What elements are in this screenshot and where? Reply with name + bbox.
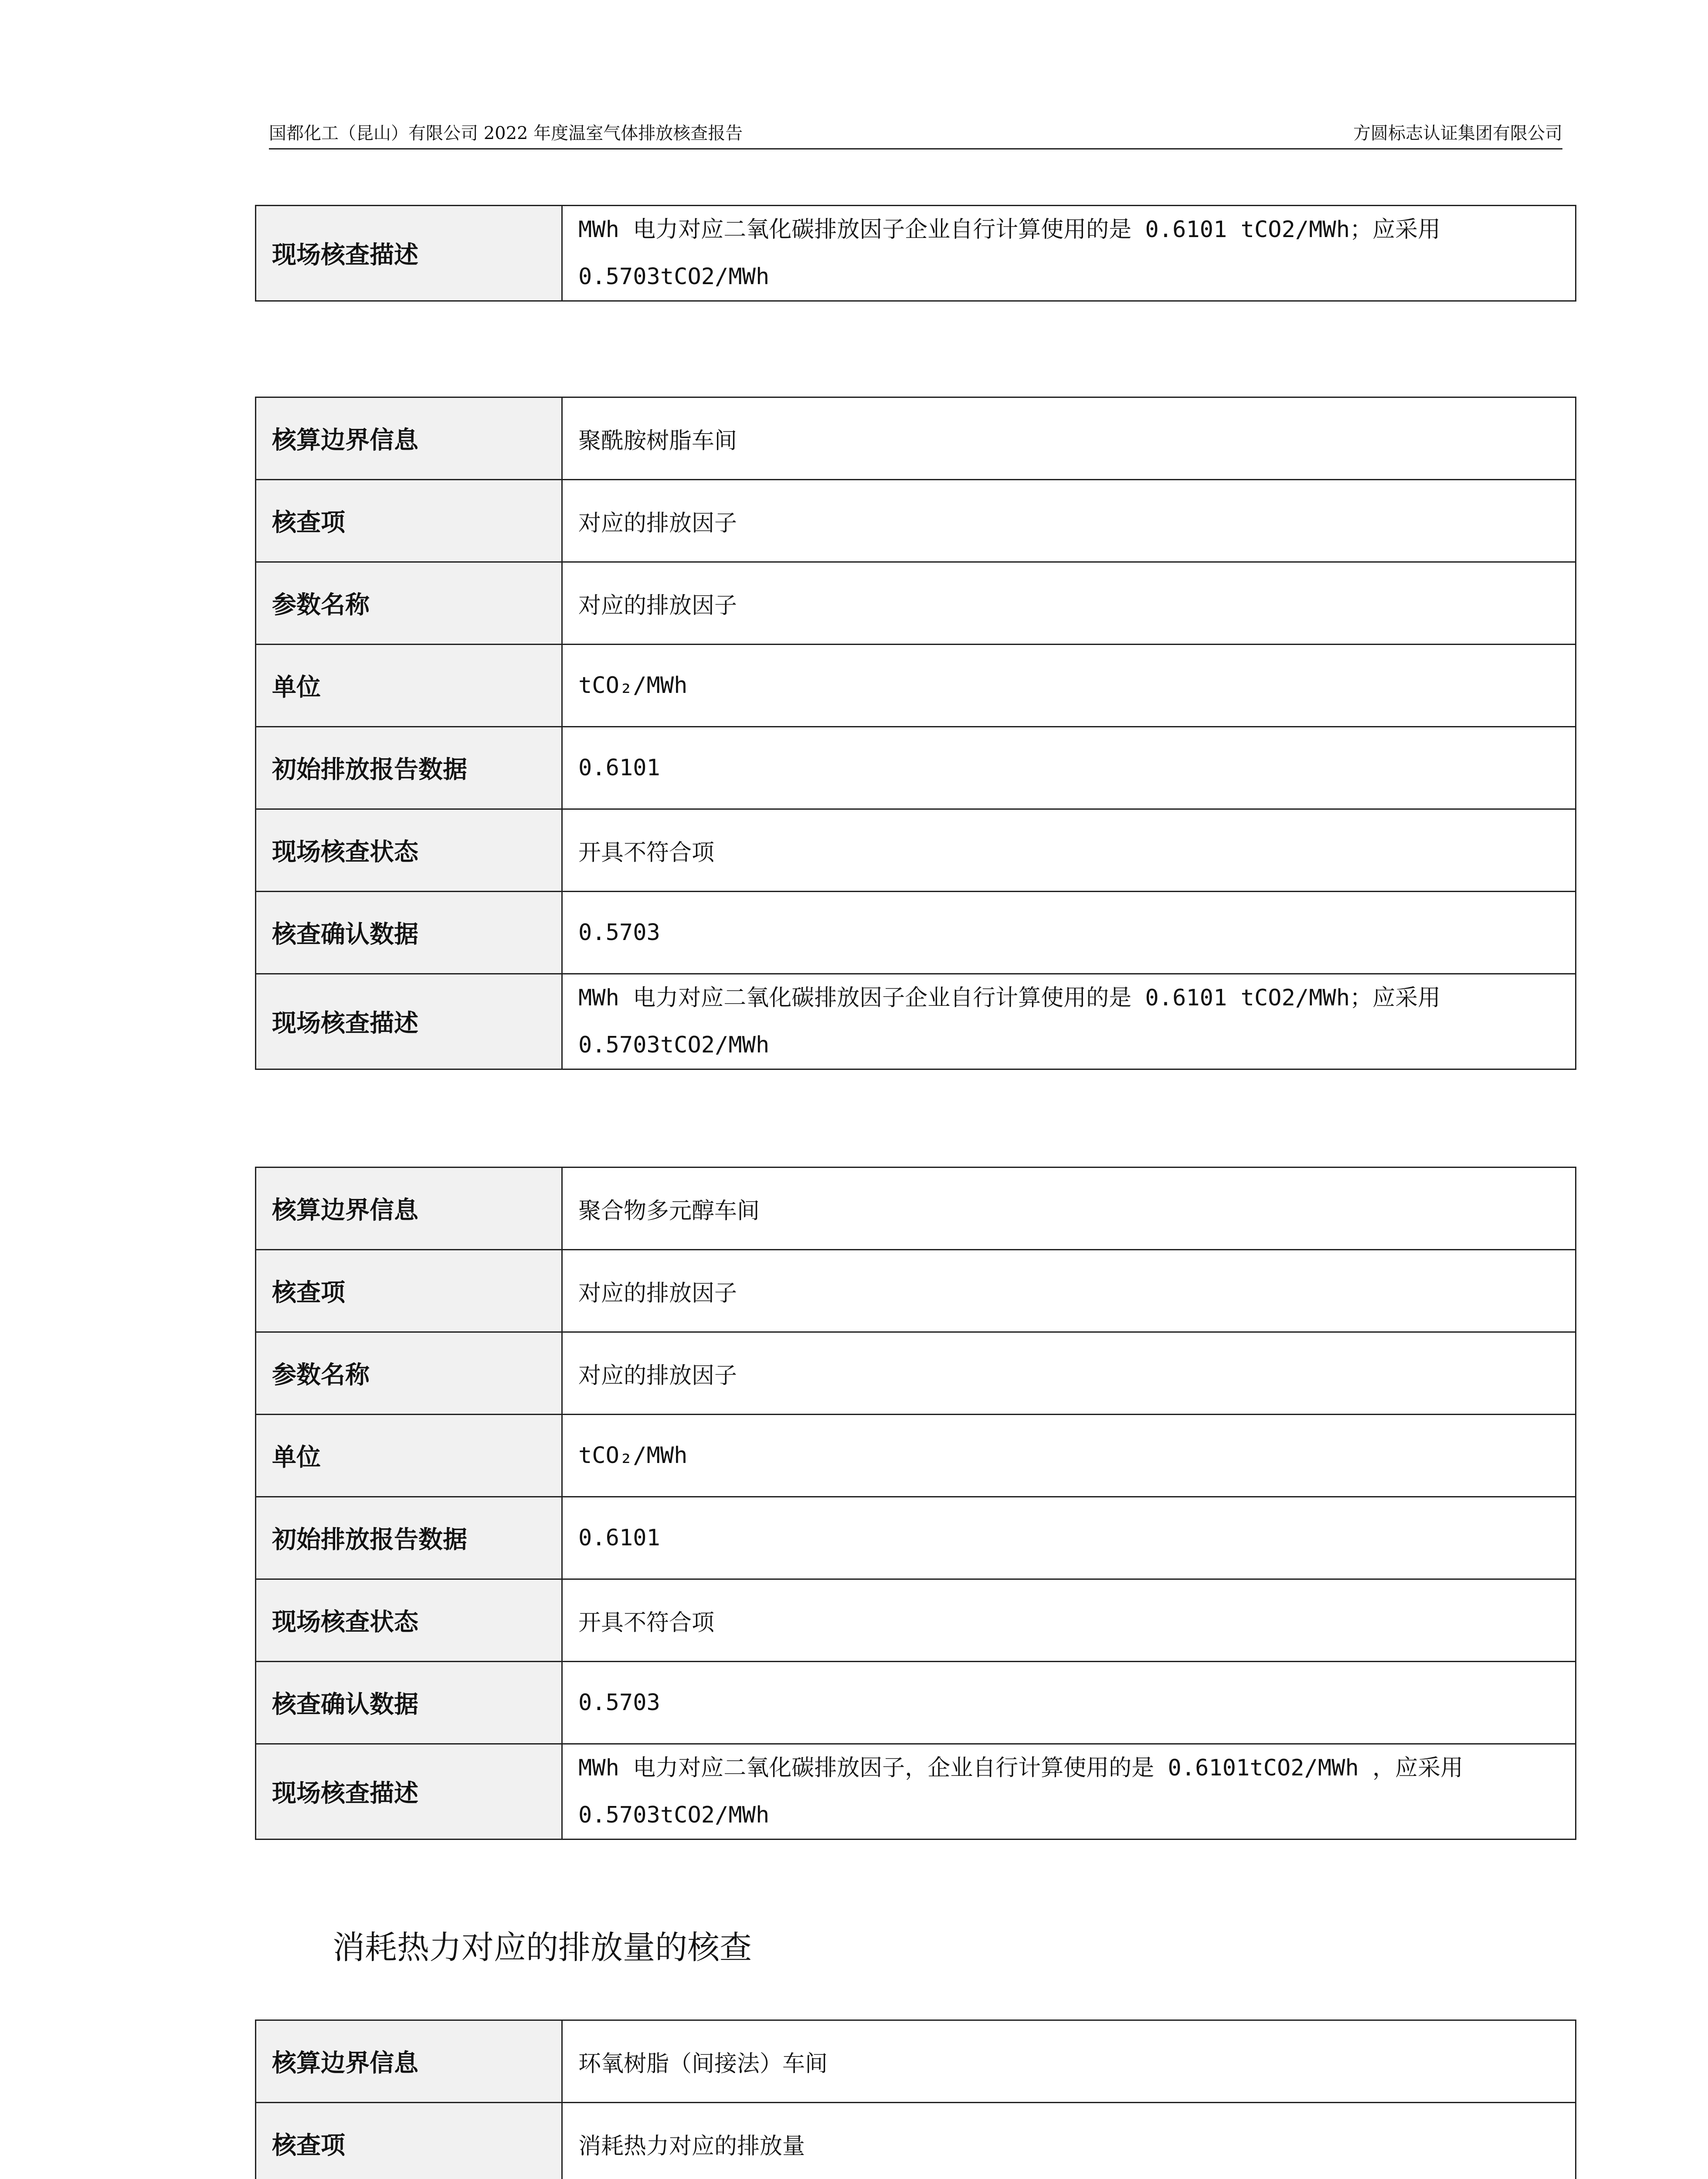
verification-table-continued: [255, 205, 1576, 302]
row-label: 核算边界信息: [256, 2020, 562, 2103]
verification-table-polyamide: [255, 397, 1576, 1070]
row-value: [562, 206, 1576, 301]
row-value: tCO₂/MWh: [562, 645, 1576, 727]
table-row: [256, 645, 1576, 727]
value-line: MWh 电力对应二氧化碳排放因子企业自行计算使用的是 0.6101 tCO2/MWh；应采用: [578, 985, 1441, 1011]
table-row: [256, 1744, 1576, 1840]
row-label: 参数名称: [256, 562, 562, 645]
row-label: 单位: [256, 1415, 562, 1497]
row-value: 0.5703: [562, 1662, 1576, 1744]
value-line: 0.5703tCO2/MWh: [578, 1032, 770, 1058]
row-label: 现场核查描述: [256, 206, 562, 301]
row-label: 核算边界信息: [256, 397, 562, 480]
table-row: [256, 1579, 1576, 1662]
row-value: 0.5703: [562, 892, 1576, 974]
table-row: [256, 480, 1576, 562]
row-label: 核查确认数据: [256, 1662, 562, 1744]
table-row: [256, 1662, 1576, 1744]
row-value: 对应的排放因子: [562, 1250, 1576, 1332]
value-line: 0.5703tCO2/MWh: [578, 1802, 770, 1828]
row-label: 单位: [256, 645, 562, 727]
table-row: [256, 206, 1576, 301]
table-row: [256, 2103, 1576, 2179]
row-value: tCO₂/MWh: [562, 1415, 1576, 1497]
row-label: 核查项: [256, 1250, 562, 1332]
row-label: 初始排放报告数据: [256, 1497, 562, 1579]
table-row: [256, 2020, 1576, 2103]
table-row: [256, 397, 1576, 480]
section-heading: 消耗热力对应的排放量的核查: [333, 1929, 752, 1966]
value-line: 0.5703tCO2/MWh: [578, 264, 770, 290]
row-label: 现场核查状态: [256, 809, 562, 892]
row-value: 0.6101: [562, 1497, 1576, 1579]
row-value: 0.6101: [562, 727, 1576, 809]
page-header: [269, 118, 1562, 149]
table-row: [256, 892, 1576, 974]
row-value: 消耗热力对应的排放量: [562, 2103, 1576, 2179]
row-value: 开具不符合项: [562, 1579, 1576, 1662]
row-value: [562, 1744, 1576, 1840]
row-value: 对应的排放因子: [562, 480, 1576, 562]
row-value: 聚酰胺树脂车间: [562, 397, 1576, 480]
row-label: 现场核查状态: [256, 1579, 562, 1662]
report-title: 国都化工（昆山）有限公司 2022 年度温室气体排放核查报告: [269, 123, 743, 143]
table-row: [256, 974, 1576, 1069]
table-row: [256, 1415, 1576, 1497]
value-line: MWh 电力对应二氧化碳排放因子，企业自行计算使用的是 0.6101tCO2/MWh ，应采用: [578, 1755, 1464, 1781]
verification-table-heat: [255, 2019, 1576, 2179]
table-row: [256, 1332, 1576, 1415]
row-value: [562, 974, 1576, 1069]
row-value: 环氧树脂（间接法）车间: [562, 2020, 1576, 2103]
company-name: 方圆标志认证集团有限公司: [1353, 123, 1562, 143]
row-label: 核算边界信息: [256, 1168, 562, 1250]
row-label: 现场核查描述: [256, 1744, 562, 1840]
verification-table-polyol: [255, 1167, 1576, 1840]
table-row: [256, 1168, 1576, 1250]
row-label: 核查项: [256, 2103, 562, 2179]
row-value: 对应的排放因子: [562, 1332, 1576, 1415]
table-row: [256, 562, 1576, 645]
table-row: [256, 1497, 1576, 1579]
row-value: 聚合物多元醇车间: [562, 1168, 1576, 1250]
row-value: 对应的排放因子: [562, 562, 1576, 645]
table-row: [256, 727, 1576, 809]
value-line: MWh 电力对应二氧化碳排放因子企业自行计算使用的是 0.6101 tCO2/MWh；应采用: [578, 217, 1441, 243]
row-label: 核查项: [256, 480, 562, 562]
row-value: 开具不符合项: [562, 809, 1576, 892]
row-label: 核查确认数据: [256, 892, 562, 974]
row-label: 初始排放报告数据: [256, 727, 562, 809]
row-label: 现场核查描述: [256, 974, 562, 1069]
row-label: 参数名称: [256, 1332, 562, 1415]
table-row: [256, 809, 1576, 892]
table-row: [256, 1250, 1576, 1332]
